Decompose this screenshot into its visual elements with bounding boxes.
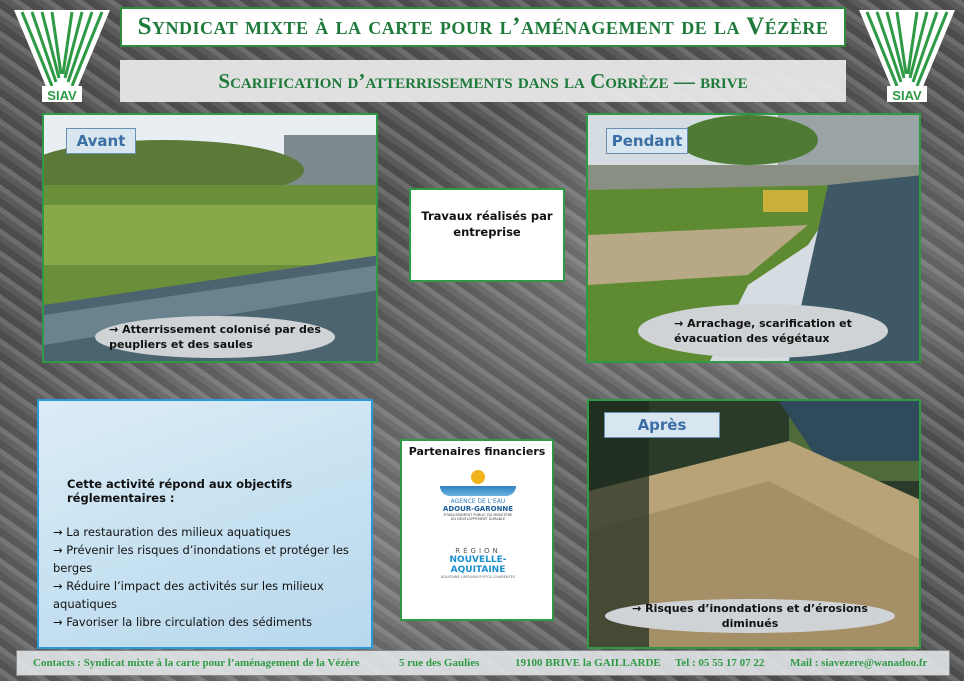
siav-logo-left <box>12 8 112 104</box>
travaux-line2: entreprise <box>453 225 521 239</box>
footer-contacts-label: Contacts : Syndicat mixte à la carte pour l’aménagement de la Vézère <box>33 657 360 669</box>
region-line1: RÉGION <box>455 547 501 555</box>
objective-item: → La restauration des milieux aquatiques <box>53 525 291 539</box>
region-line4: AQUITAINE LIMOUSIN POITOU-CHARENTES <box>440 575 516 579</box>
tag-apres: Après <box>604 412 720 438</box>
objectives-list <box>53 523 371 631</box>
footer-city: 19100 BRIVE la GAILLARDE <box>515 657 661 669</box>
caption-pendant-line1: → Arrachage, scarification et <box>674 317 852 330</box>
objectives-box <box>37 399 373 649</box>
objective-item: → Réduire l’impact des activités sur les milieux aquatiques <box>53 579 324 611</box>
agence-line1: AGENCE DE L’EAU <box>450 498 506 505</box>
agence-line4: DU DÉVELOPPEMENT DURABLE <box>450 517 506 521</box>
agence-eau-logo <box>436 470 520 536</box>
logo-text: SIAV <box>47 88 77 103</box>
partners-title: Partenaires financiers <box>408 445 546 458</box>
caption-apres: → Risques d’inondations et d’érosions diminués <box>605 599 895 633</box>
region-line2: NOUVELLE- <box>449 555 507 565</box>
caption-avant-line1: → Atterrissement colonisé par des <box>109 323 321 336</box>
partners-box <box>400 439 554 621</box>
caption-avant-line2: peupliers et des saules <box>109 338 253 351</box>
caption-pendant-line2: évacuation des végétaux <box>674 332 830 345</box>
footer-tel: Tel : 05 55 17 07 22 <box>675 657 765 669</box>
page-subtitle: Scarification d’atterrissements dans la Corrèze — brive <box>120 60 846 102</box>
page-title: Syndicat mixte à la carte pour l’aménagement de la Vézère <box>120 7 846 47</box>
agence-line3: ÉTABLISSEMENT PUBLIC DU MINISTÈRE <box>443 513 513 517</box>
objective-item: → Prévenir les risques d’inondations et protéger les berges <box>53 543 349 575</box>
agence-line2: ADOUR-GARONNE <box>442 505 514 513</box>
region-line3: AQUITAINE <box>450 565 506 575</box>
wave-icon <box>440 486 516 496</box>
caption-pendant <box>638 304 888 358</box>
caption-avant <box>95 316 335 358</box>
region-logo <box>430 547 526 591</box>
footer-contacts <box>16 650 950 676</box>
sun-icon <box>471 470 485 484</box>
tag-pendant: Pendant <box>606 128 688 154</box>
logo-text: SIAV <box>892 88 922 103</box>
travaux-box <box>409 188 565 282</box>
tag-avant: Avant <box>66 128 136 154</box>
objectives-title: Cette activité répond aux objectifs réglementaires : <box>67 477 293 505</box>
objective-item: → Favoriser la libre circulation des sédiments <box>53 615 313 629</box>
siav-logo-right <box>857 8 957 104</box>
travaux-line1: Travaux réalisés par <box>421 209 553 223</box>
footer-address: 5 rue des Gaulies <box>399 657 480 669</box>
footer-mail: Mail : siavezere@wanadoo.fr <box>790 657 928 669</box>
